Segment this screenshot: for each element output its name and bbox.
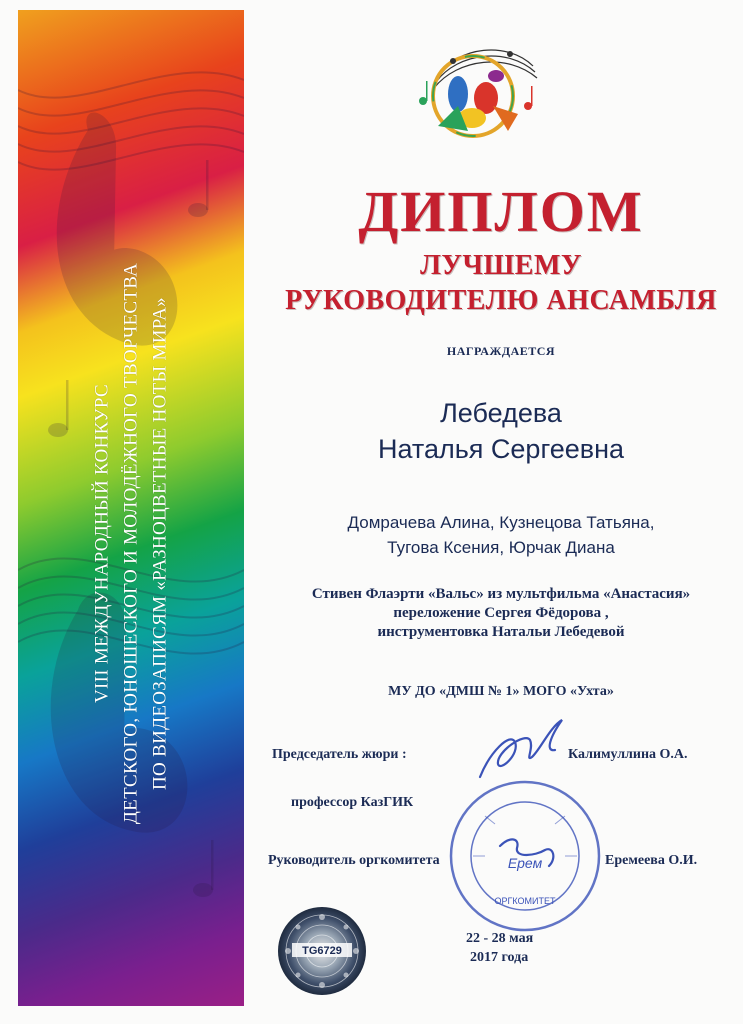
org-head-label: Руководитель оргкомитета xyxy=(268,853,440,868)
contest-line-3: ПО ВИДЕОЗАПИСЯМ «РАЗНОЦВЕТНЫЕ НОТЫ МИРА» xyxy=(149,297,171,790)
contest-line-2: ДЕТСКОГО, ЮНОШЕСКОГО И МОЛОДЁЖНОГО ТВОРЧЕСТВА xyxy=(120,262,142,825)
awarded-label: НАГРАЖДАЕТСЯ xyxy=(446,344,556,358)
diploma-title: ДИПЛОМ xyxy=(358,179,644,244)
recipient-given-names: Наталья Сергеевна xyxy=(377,434,625,464)
school-name: МУ ДО «ДМШ № 1» МОГО «Ухта» xyxy=(388,684,614,699)
hologram-code: TG6729 xyxy=(302,945,342,957)
ensemble-members-line-2: Тугова Ксения, Юрчак Диана xyxy=(387,538,615,557)
hologram-sticker xyxy=(276,905,368,997)
organizing-committee-stamp xyxy=(445,776,605,936)
contest-date-range: 22 - 28 мая xyxy=(466,931,534,946)
piece-line-3: инструментовка Натальи Лебедевой xyxy=(377,624,625,640)
contest-name-vertical xyxy=(88,184,175,904)
piece-line-1: Стивен Флаэрти «Вальс» из мультфильма «Анастасия» xyxy=(311,586,691,602)
diploma-subtitle-line-2: РУКОВОДИТЕЛЮ АНСАМБЛЯ xyxy=(285,285,717,316)
org-head-name: Еремеева О.И. xyxy=(605,853,698,868)
contest-line-1: VIII МЕЖДУНАРОДНЫЙ КОНКУРС xyxy=(91,383,113,704)
ensemble-members-line-1: Домрачева Алина, Кузнецова Татьяна, xyxy=(347,513,655,532)
diploma-subtitle-line-1: ЛУЧШЕМУ xyxy=(420,250,582,281)
jury-chair-title: профессор КазГИК xyxy=(291,795,414,810)
recipient-surname: Лебедева xyxy=(440,398,562,428)
jury-chair-label: Председатель жюри : xyxy=(272,747,407,762)
piece-line-2: переложение Сергея Фёдорова , xyxy=(393,605,609,621)
contest-year: 2017 года xyxy=(470,950,529,965)
rainbow-side-band xyxy=(18,10,244,1006)
stamp-center-text: Ерем xyxy=(507,855,543,871)
jury-chair-name: Калимуллина О.А. xyxy=(568,747,688,762)
stamp-bottom-text: ОРГКОМИТЕТ xyxy=(494,896,556,906)
contest-logo-icon xyxy=(398,36,548,156)
